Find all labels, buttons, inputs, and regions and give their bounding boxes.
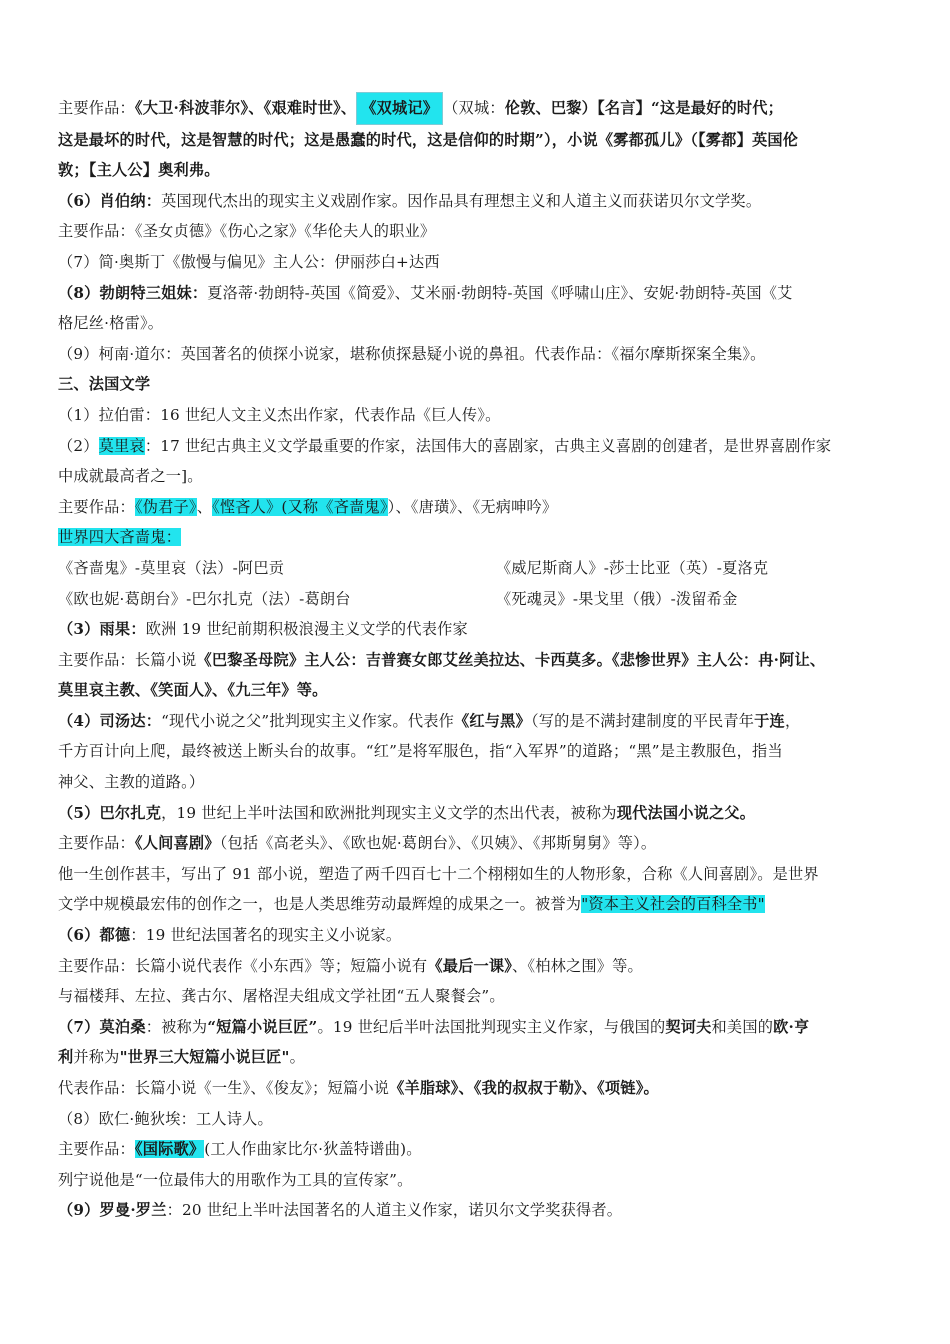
- text: 和美国的: [711, 1017, 774, 1036]
- text: （写的是不满封建制度的平民青年: [530, 711, 755, 730]
- highlight-encyclopedia: "资本主义社会的百科全书": [581, 895, 765, 914]
- miser-item: 《吝啬鬼》-莫里哀（法）-阿巴贡: [58, 558, 285, 577]
- text: 英国现代杰出的现实主义戏剧作家。因作品具有理想主义和人道主义而获诺贝尔文学奖。: [161, 191, 762, 210]
- text-bold: "世界三大短篇小说巨匠": [119, 1048, 290, 1067]
- highlight-four-misers: 世界四大吝啬鬼：: [58, 528, 182, 547]
- line-pottier: （8）欧仁·鲍狄埃：工人诗人。: [58, 1109, 273, 1128]
- miser-item: 《威尼斯商人》-莎士比亚（英）-夏洛克: [496, 558, 769, 577]
- miser-item: 《欧也妮·葛朗台》-巴尔扎克（法）-葛朗台: [58, 589, 351, 608]
- text: 欧洲 19 世纪前期积极浪漫主义文学的代表作家: [145, 620, 468, 639]
- line-moliere: [58, 431, 898, 462]
- line-dickens-works: [58, 92, 898, 125]
- heading-maupassant: （7）莫泊桑: [58, 1017, 146, 1036]
- highlight-miser: 《悭吝人》(又称《吝啬鬼》: [212, 497, 388, 516]
- text: ：17 世纪古典主义文学最重要的作家，法国伟大的喜剧家，古典主义喜剧的创建者，是世界喜剧作家: [144, 436, 832, 455]
- text: ：被称为: [145, 1017, 208, 1036]
- text: 主要作品：: [58, 834, 135, 853]
- line-pottier-works: [58, 1134, 898, 1165]
- text: 主要作品：长篇小说代表作《小东西》等；短篇小说有: [58, 956, 428, 975]
- line-balzac-desc: 他一生创作甚丰，写出了 91 部小说，塑造了两千四百七十二个栩栩如生的人物形象，合称《人间喜剧》。是世界: [58, 864, 819, 883]
- heading-rolland: （9）罗曼·罗兰: [58, 1201, 167, 1220]
- line-balzac-works: [58, 828, 898, 859]
- miser-item: 《死魂灵》-果戈里（俄）-泼留希金: [496, 589, 738, 608]
- text: 主要作品：: [58, 99, 135, 117]
- text: 主要作品：: [58, 1140, 135, 1159]
- text: 文学中规模最宏伟的创作之一，也是人类思维劳动最辉煌的成果之一。被誉为: [58, 895, 582, 914]
- line-stendhal-cont2: 神父、主教的道路。）: [58, 773, 205, 792]
- document-page: [58, 92, 898, 1226]
- line-shaw: [58, 186, 898, 217]
- text-bold: 现代法国小说之父。: [616, 803, 756, 822]
- text: ）、《唐璜》、《无病呻吟》: [387, 497, 558, 516]
- line-daudet: [58, 920, 898, 951]
- line-rolland: [58, 1195, 898, 1226]
- line-lenin-quote: 列宁说他是“一位最伟大的用歌作为工具的宣传家”。: [58, 1170, 413, 1189]
- heading-daudet: （6）都德: [58, 926, 131, 945]
- heading-shaw: （6）肖伯纳：: [58, 191, 162, 210]
- line-four-misers-heading: [58, 522, 898, 553]
- line-quote: 这是最坏的时代，这是智慧的时代；这是愚蠢的时代，这是信仰的时期”），小说《雾都孤儿》（【雾都】英国伦: [58, 130, 799, 149]
- text-bold: 《最后一课》: [427, 956, 513, 975]
- text: 、: [196, 497, 213, 516]
- highlight-tale-of-two-cities: 《双城记》: [356, 92, 443, 125]
- heading-balzac: （5）巴尔扎克: [58, 803, 162, 822]
- highlight-moliere: 莫里哀: [98, 436, 145, 455]
- text: 并称为: [73, 1048, 120, 1067]
- text-bold: 欧·亨: [773, 1017, 810, 1036]
- section-heading-french-literature: 三、法国文学: [58, 375, 151, 394]
- text-bold: 伦敦、巴黎）【名言】“这是最好的时代；: [504, 99, 784, 117]
- text-bold: 《红与黑》: [454, 711, 531, 730]
- line-balzac-desc-cont: [58, 889, 898, 920]
- text: 。19 世纪后半叶法国批判现实主义作家，与俄国的: [317, 1017, 666, 1036]
- line-bronte: [58, 278, 898, 309]
- text: ，19 世纪上半叶法国和欧洲批判现实主义文学的杰出代表，被称为: [161, 803, 617, 822]
- text: 夏洛蒂·勃朗特-英国《简爱》、艾米丽·勃朗特-英国《呼啸山庄》、安妮·勃朗特-英国《艾: [207, 283, 793, 302]
- text: （包括《高老头》、《欧也妮·葛朗台》、《贝姨》、《邦斯舅舅》等）。: [219, 834, 657, 853]
- text-bold: 《大卫·科波菲尔》、《艰难时世》、: [134, 99, 357, 117]
- text-bold: 《人间喜剧》: [134, 834, 220, 853]
- line-daudet-group: 与福楼拜、左拉、龚古尔、屠格涅夫组成文学社团“五人聚餐会”。: [58, 987, 505, 1006]
- text-bold: 于连: [754, 711, 785, 730]
- line-hugo-works-cont: 莫里哀主教、《笑面人》、《九三年》等。: [58, 681, 328, 700]
- heading-hugo: （3）雨果：: [58, 620, 146, 639]
- text-bold: 利: [58, 1048, 74, 1067]
- line-daudet-works: [58, 951, 898, 982]
- line-maupassant: [58, 1012, 898, 1043]
- text-bold: 《羊脂球》、《我的叔叔于勒》、《项链》。: [389, 1079, 659, 1097]
- text: 、《柏林之围》等。: [512, 956, 643, 975]
- text: ：19 世纪法国著名的现实主义小说家。: [130, 926, 402, 945]
- misers-row-2: [58, 584, 898, 615]
- line-hugo: [58, 614, 898, 645]
- line-stendhal: [58, 706, 898, 737]
- line-stendhal-cont: 千方百计向上爬，最终被送上断头台的故事。“红”是将军服色，指“入军界”的道路；“黑”是主教服色，指当: [58, 742, 783, 761]
- line-bronte-cont: 格尼丝·格雷》。: [58, 314, 164, 333]
- line-moliere-works: [58, 492, 898, 523]
- text-bold: 《巴黎圣母院》主人公：吉普赛女郎艾丝美拉达、卡西莫多。《悲惨世界》主人公：冉·阿让、: [196, 650, 826, 669]
- line-maupassant-cont: [58, 1042, 898, 1073]
- misers-row-1: [58, 553, 898, 584]
- heading-bronte: （8）勃朗特三姐妹：: [58, 283, 208, 302]
- heading-stendhal: （4）司汤达：: [58, 711, 162, 730]
- text: “现代小说之父”批判现实主义作家。代表作: [161, 711, 454, 730]
- text: （双城：: [443, 99, 505, 117]
- text: 代表作品：长篇小说《一生》、《俊友》；短篇小说: [58, 1079, 390, 1097]
- line-maupassant-works: [58, 1073, 898, 1104]
- text-bold: 契诃夫: [665, 1017, 712, 1036]
- line-shaw-works: 主要作品：《圣女贞德》《伤心之家》《华伦夫人的职业》: [58, 222, 436, 241]
- highlight-internationale: 《国际歌》: [134, 1140, 205, 1159]
- text: ：20 世纪上半叶法国著名的人道主义作家，诺贝尔文学奖获得者。: [166, 1201, 623, 1220]
- text: ，: [784, 711, 801, 730]
- line-moliere-cont: 中成就最高者之一]。: [58, 467, 203, 486]
- text: （2）: [58, 436, 99, 455]
- line-oliver: 敦；【主人公】奥利弗。: [58, 161, 220, 180]
- line-hugo-works: [58, 645, 898, 676]
- line-doyle: （9）柯南·道尔：英国著名的侦探小说家，堪称侦探悬疑小说的鼻祖。代表作品：《福尔摩斯探案全集》。: [58, 344, 766, 363]
- highlight-tartuffe: 《伪君子》: [134, 497, 197, 516]
- line-austen: （7）简·奥斯丁《傲慢与偏见》主人公：伊丽莎白+达西: [58, 252, 440, 271]
- line-balzac: [58, 798, 898, 829]
- text: 主要作品：长篇小说: [58, 650, 197, 669]
- text: (工人作曲家比尔·狄盖特谱曲)。: [204, 1140, 422, 1159]
- text: 主要作品：: [58, 497, 135, 516]
- text: 。: [289, 1048, 306, 1067]
- text-bold: “短篇小说巨匠”: [207, 1017, 318, 1036]
- line-rabelais: （1）拉伯雷：16 世纪人文主义杰出作家，代表作品《巨人传》。: [58, 405, 501, 424]
